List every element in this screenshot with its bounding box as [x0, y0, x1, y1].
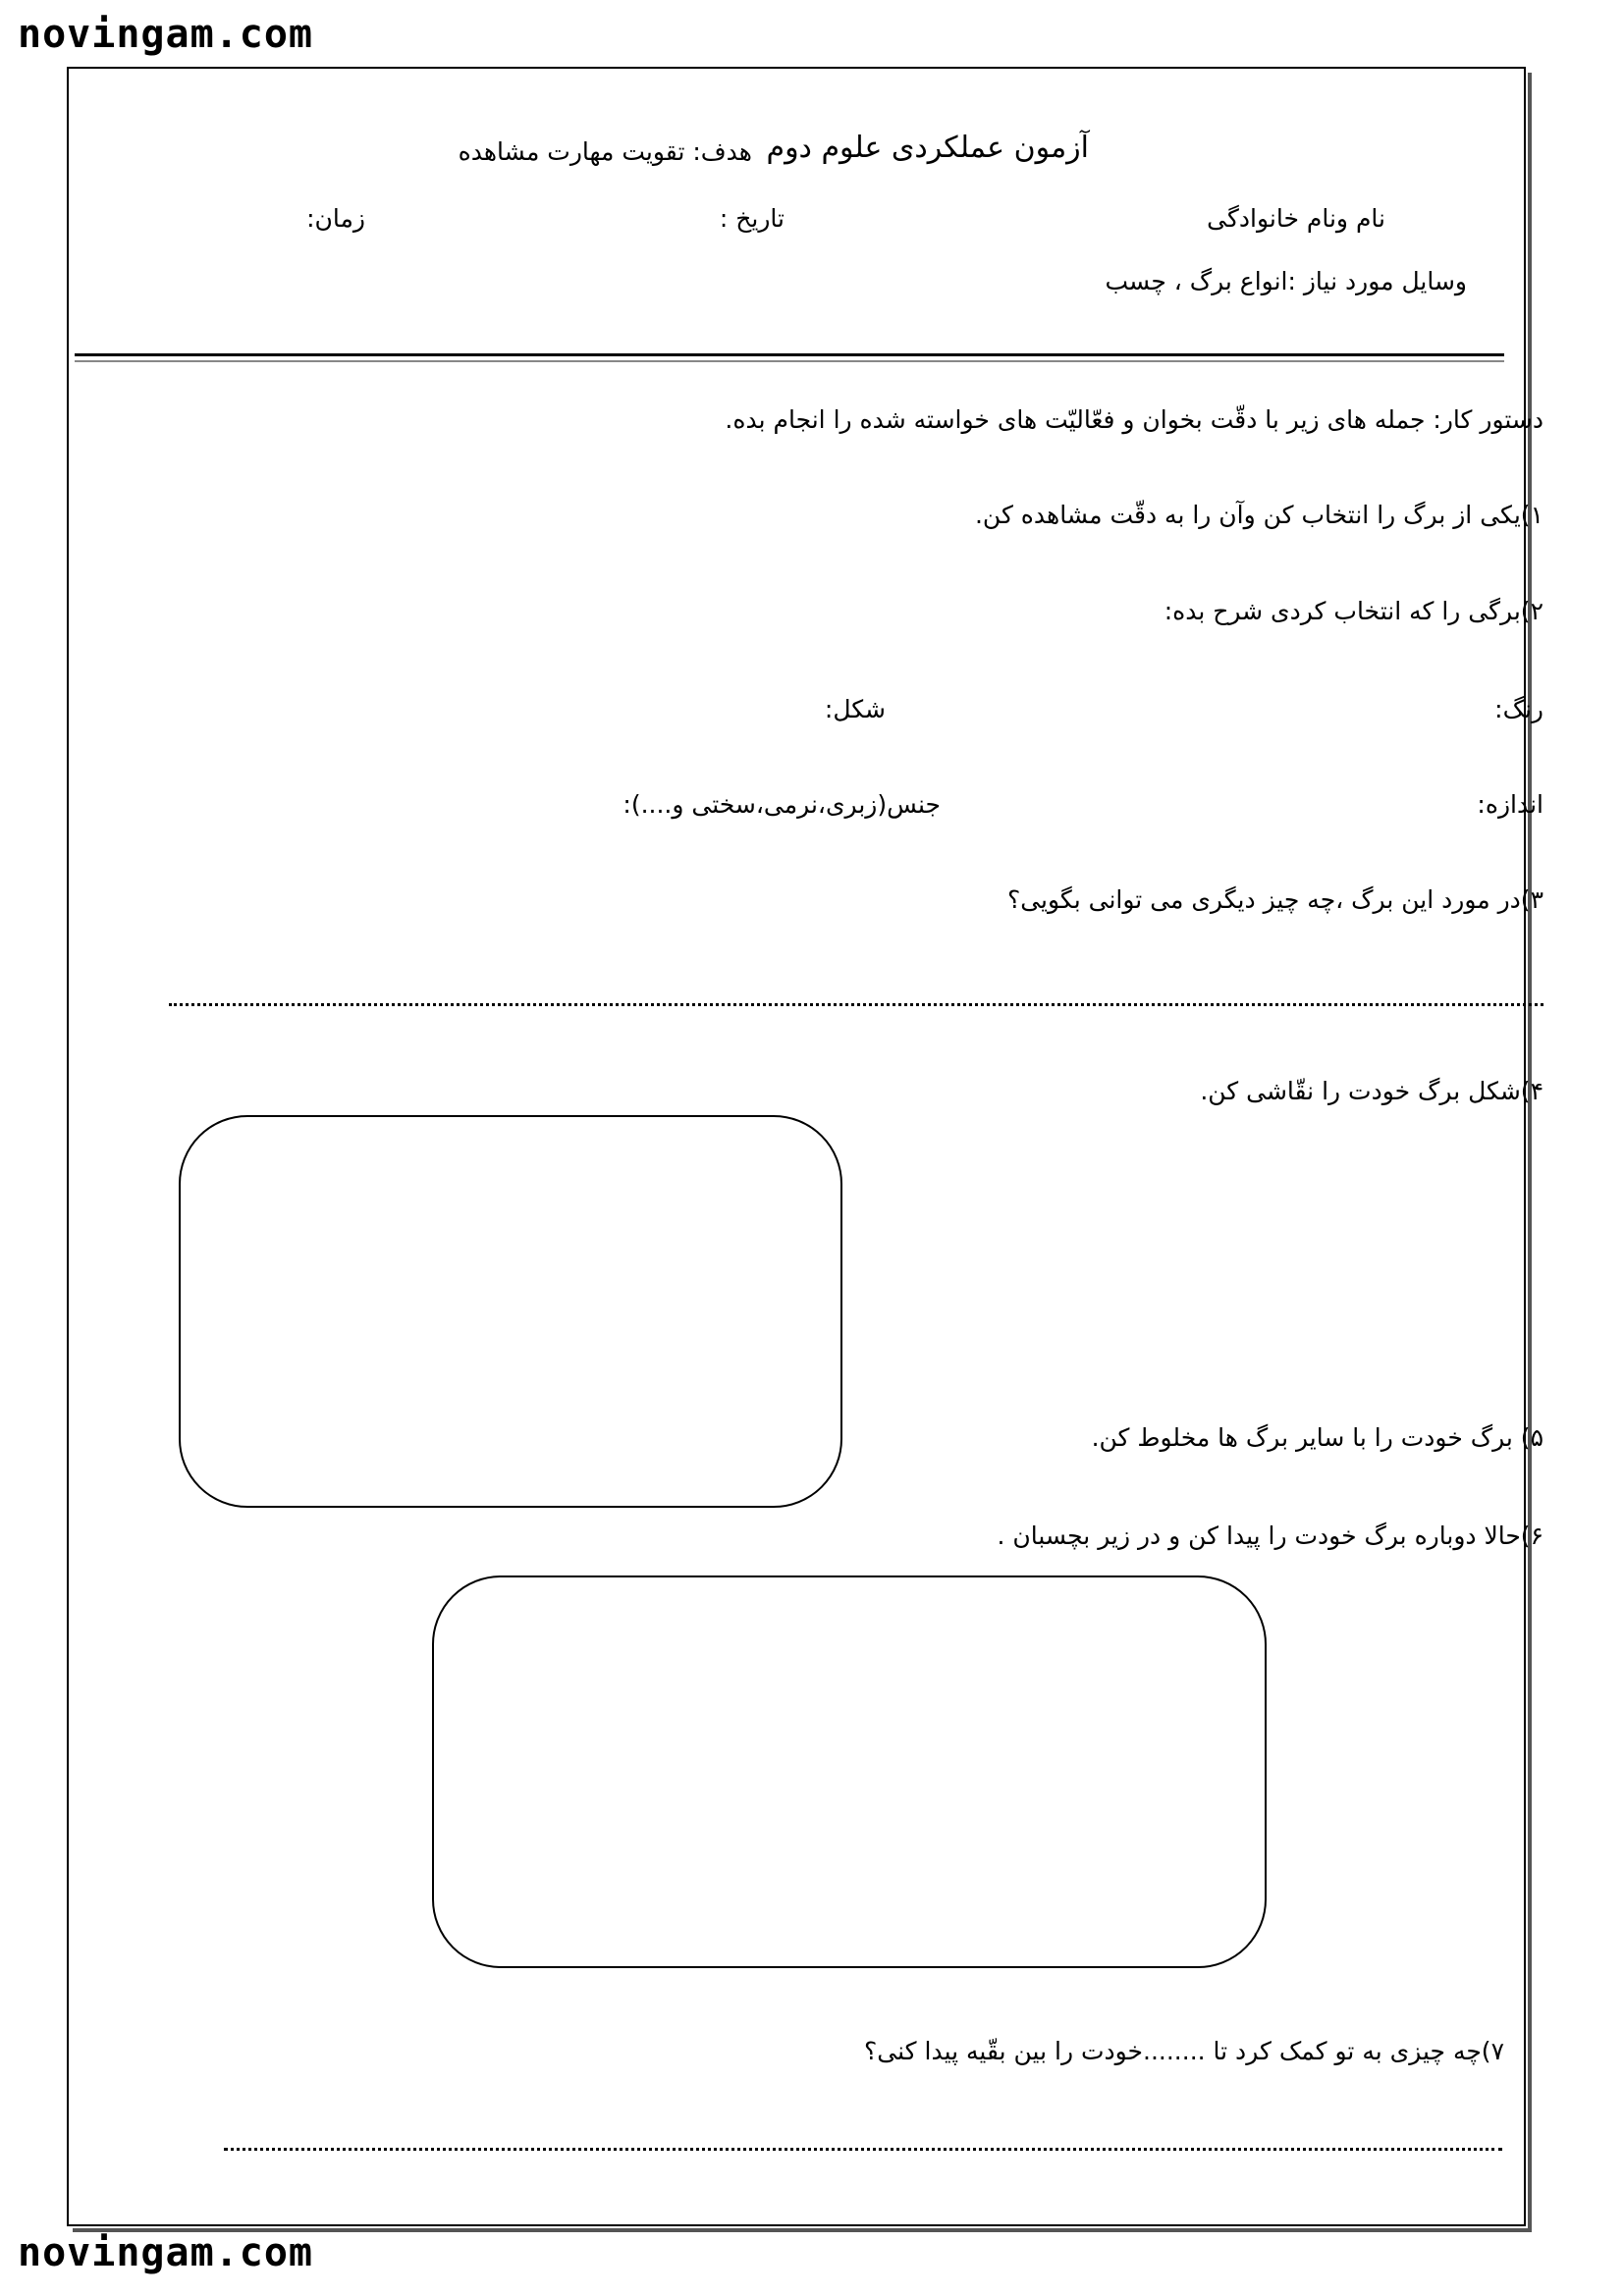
- question-6: ۶)حالا دوباره برگ خودت را پیدا کن و در زیر بچسبان .: [997, 1522, 1543, 1550]
- question-4: ۴)شکل برگ خودت را نقّاشی کن.: [1200, 1077, 1543, 1105]
- question-2: ۲)برگی را که انتخاب کردی شرح بده:: [1164, 597, 1543, 625]
- instructions: دستور کار: جمله های زیر با دقّت بخوان و فعّالیّت های خواسته شده را انجام بده.: [725, 405, 1543, 434]
- watermark-bottom: novingam.com: [18, 2230, 313, 2275]
- q2-size-label: اندازه:: [1477, 790, 1543, 819]
- date-label: تاریخ :: [719, 204, 785, 233]
- drawing-box: [179, 1115, 842, 1508]
- q3-answer-line: [169, 1003, 1543, 1006]
- q2-texture-label: جنس(زبری،نرمی،سختی و....):: [623, 790, 941, 819]
- question-3: ۳)در مورد این برگ ،چه چیز دیگری می توانی بگویی؟: [1006, 885, 1543, 914]
- paste-box: [432, 1575, 1267, 1968]
- q2-color-label: رنگ:: [1494, 695, 1543, 723]
- header-divider: [75, 353, 1504, 356]
- question-7: ۷)چه چیزی به تو کمک کرد تا ........خودت را بین بقّیه پیدا کنی؟: [864, 2037, 1504, 2065]
- question-5: ۵) برگ خودت را با سایر برگ ها مخلوط کن.: [1091, 1423, 1543, 1452]
- name-label: نام ونام خانوادگی: [1207, 204, 1385, 233]
- time-label: زمان:: [306, 204, 365, 233]
- materials-label: وسایل مورد نیاز :انواع برگ ، چسب: [1105, 267, 1467, 295]
- header-divider-shadow: [75, 360, 1504, 362]
- q2-shape-label: شکل:: [824, 695, 886, 723]
- watermark-top: novingam.com: [18, 12, 313, 57]
- question-1: ۱)یکی از برگ را انتخاب کن وآن را به دقّت مشاهده کن.: [974, 501, 1543, 529]
- exam-goal: هدف: تقویت مهارت مشاهده: [458, 137, 752, 166]
- exam-title: آزمون عملکردی علوم دوم: [766, 131, 1089, 165]
- q7-answer-line: [224, 2148, 1502, 2151]
